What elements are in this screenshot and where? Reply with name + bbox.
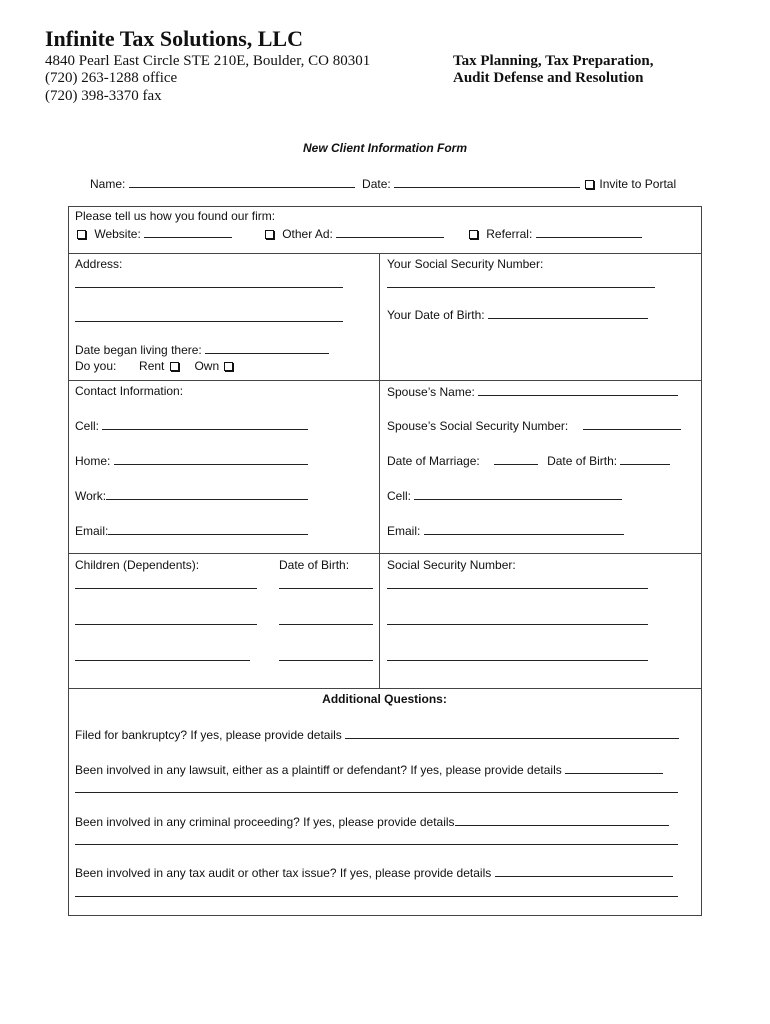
q1-row bbox=[75, 727, 679, 742]
referral-label: Referral: bbox=[486, 227, 533, 241]
spouse-name-row bbox=[387, 384, 678, 399]
q3-text: Been involved in any criminal proceeding? If yes, please provide details bbox=[75, 815, 455, 829]
cell-row bbox=[75, 418, 308, 433]
q3-row bbox=[75, 814, 669, 829]
address-label: Address: bbox=[75, 257, 123, 271]
row-divider bbox=[68, 688, 701, 689]
q4-text: Been involved in any tax audit or other tax issue? If yes, please provide details bbox=[75, 866, 492, 880]
marriage-field[interactable] bbox=[494, 453, 538, 465]
q4-field-line-2[interactable] bbox=[75, 896, 678, 897]
other-ad-checkbox[interactable] bbox=[265, 230, 274, 239]
child-dob-field[interactable] bbox=[279, 660, 373, 661]
contact-heading: Contact Information: bbox=[75, 384, 184, 398]
own-checkbox[interactable] bbox=[224, 362, 233, 371]
q3-field[interactable] bbox=[455, 814, 669, 826]
website-field[interactable] bbox=[144, 226, 232, 238]
q2-field-line-2[interactable] bbox=[75, 792, 678, 793]
work-row bbox=[75, 488, 308, 503]
other-ad-label: Other Ad: bbox=[282, 227, 333, 241]
q2-field[interactable] bbox=[565, 762, 663, 774]
q3-field-line-2[interactable] bbox=[75, 844, 678, 845]
company-address: 4840 Pearl East Circle STE 210E, Boulder, CO 80301 bbox=[45, 53, 371, 69]
row-divider bbox=[68, 380, 701, 381]
home-label: Home: bbox=[75, 454, 111, 468]
do-you-label: Do you: bbox=[75, 359, 117, 373]
spouse-dob-label: Date of Birth: bbox=[547, 454, 618, 468]
child-name-field[interactable] bbox=[75, 624, 257, 625]
portal-checkbox[interactable] bbox=[585, 180, 594, 189]
work-field[interactable] bbox=[106, 488, 308, 500]
marriage-label: Date of Marriage: bbox=[387, 454, 480, 468]
q4-row bbox=[75, 865, 673, 880]
cell-field[interactable] bbox=[102, 418, 308, 430]
date-living-field[interactable] bbox=[205, 342, 329, 354]
child-ssn-field[interactable] bbox=[387, 660, 648, 661]
own-label: Own bbox=[194, 359, 220, 373]
company-name: Infinite Tax Solutions, LLC bbox=[45, 26, 303, 51]
email-field[interactable] bbox=[108, 523, 308, 535]
spouse-name-field[interactable] bbox=[478, 384, 678, 396]
q4-field[interactable] bbox=[495, 865, 673, 877]
referral-checkbox[interactable] bbox=[469, 230, 478, 239]
home-row bbox=[75, 453, 308, 468]
q1-text: Filed for bankruptcy? If yes, please provide details bbox=[75, 728, 342, 742]
column-divider bbox=[379, 253, 380, 688]
name-row bbox=[90, 176, 676, 191]
work-label: Work: bbox=[75, 489, 107, 503]
date-label: Date: bbox=[362, 177, 391, 191]
rent-own-row bbox=[75, 359, 238, 373]
dob-field[interactable] bbox=[488, 307, 648, 319]
children-dob-header: Date of Birth: bbox=[279, 558, 350, 572]
office-phone: (720) 263-1288 office bbox=[45, 70, 178, 86]
rent-checkbox[interactable] bbox=[170, 362, 179, 371]
referral-options bbox=[75, 226, 642, 241]
portal-label: Invite to Portal bbox=[599, 177, 677, 191]
spouse-email-field[interactable] bbox=[424, 523, 624, 535]
tagline-line-1: Tax Planning, Tax Preparation, bbox=[453, 53, 654, 69]
name-label: Name: bbox=[90, 177, 126, 191]
date-field[interactable] bbox=[394, 176, 580, 188]
child-name-field[interactable] bbox=[75, 588, 257, 589]
referral-prompt: Please tell us how you found our firm: bbox=[75, 209, 276, 223]
form-title: New Client Information Form bbox=[302, 141, 467, 155]
q1-field[interactable] bbox=[345, 727, 679, 739]
tagline-line-2: Audit Defense and Resolution bbox=[453, 70, 644, 86]
spouse-email-label: Email: bbox=[387, 524, 421, 538]
address-line-2[interactable] bbox=[75, 321, 343, 322]
child-ssn-field[interactable] bbox=[387, 588, 648, 589]
row-divider bbox=[68, 253, 701, 254]
spouse-ssn-field[interactable] bbox=[583, 418, 681, 430]
dob-label: Your Date of Birth: bbox=[387, 308, 485, 322]
cell-label: Cell: bbox=[75, 419, 100, 433]
q2-text: Been involved in any lawsuit, either as a plaintiff or defendant? If yes, please provide details bbox=[75, 763, 562, 777]
ssn-field[interactable] bbox=[387, 287, 655, 288]
children-ssn-header: Social Security Number: bbox=[387, 558, 516, 572]
row-divider bbox=[68, 553, 701, 554]
rent-label: Rent bbox=[139, 359, 165, 373]
referral-field[interactable] bbox=[536, 226, 642, 238]
date-living-row bbox=[75, 342, 329, 357]
website-label: Website: bbox=[94, 227, 141, 241]
spouse-cell-row bbox=[387, 488, 622, 503]
website-checkbox[interactable] bbox=[77, 230, 86, 239]
address-line-1[interactable] bbox=[75, 287, 343, 288]
name-field[interactable] bbox=[129, 176, 355, 188]
child-dob-field[interactable] bbox=[279, 588, 373, 589]
ssn-label: Your Social Security Number: bbox=[387, 257, 544, 271]
child-ssn-field[interactable] bbox=[387, 624, 648, 625]
fax-phone: (720) 398-3370 fax bbox=[45, 88, 162, 104]
email-row bbox=[75, 523, 308, 538]
spouse-marriage-row bbox=[387, 453, 670, 468]
spouse-cell-field[interactable] bbox=[414, 488, 622, 500]
date-living-label: Date began living there: bbox=[75, 343, 202, 357]
spouse-ssn-label: Spouse’s Social Security Number: bbox=[387, 419, 569, 433]
spouse-email-row bbox=[387, 523, 624, 538]
questions-heading: Additional Questions: bbox=[322, 692, 447, 706]
dob-row bbox=[387, 307, 648, 322]
children-header: Children (Dependents): bbox=[75, 558, 200, 572]
q2-row bbox=[75, 762, 663, 777]
other-ad-field[interactable] bbox=[336, 226, 444, 238]
spouse-dob-field[interactable] bbox=[620, 453, 670, 465]
child-name-field[interactable] bbox=[75, 660, 250, 661]
email-label: Email: bbox=[75, 524, 109, 538]
spouse-name-label: Spouse’s Name: bbox=[387, 385, 475, 399]
child-dob-field[interactable] bbox=[279, 624, 373, 625]
home-field[interactable] bbox=[114, 453, 308, 465]
spouse-cell-label: Cell: bbox=[387, 489, 412, 503]
spouse-ssn-row bbox=[387, 418, 681, 433]
